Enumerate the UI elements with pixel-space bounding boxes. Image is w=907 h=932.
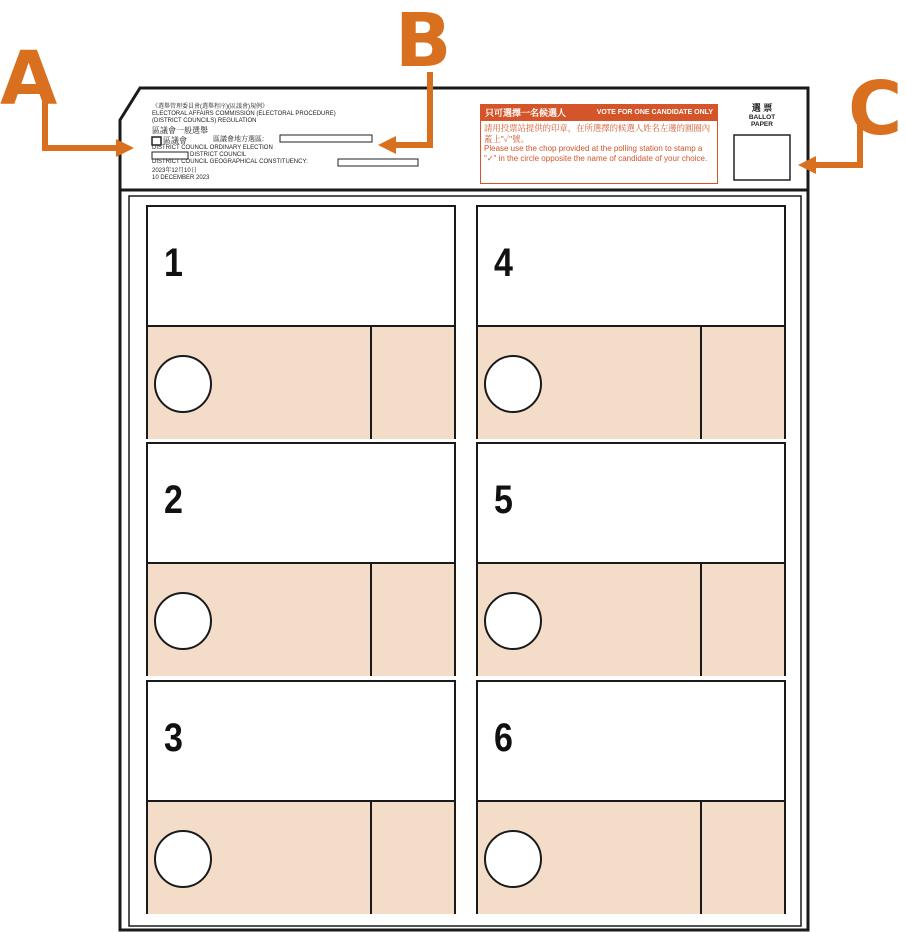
header-line-8: DISTRICT COUNCIL GEOGRAPHICAL CONSTITUENCY: bbox=[152, 159, 308, 165]
date-en: 10 DECEMBER 2023 bbox=[152, 175, 210, 181]
header-line-2: ELECTORAL AFFAIRS COMMISSION (ELECTORAL PROCEDURE) bbox=[152, 111, 336, 117]
cell-divider bbox=[370, 564, 372, 676]
candidate-number: 6 bbox=[494, 716, 513, 760]
cell-divider bbox=[370, 327, 372, 439]
candidate-mark-area bbox=[478, 562, 784, 676]
vote-circle[interactable] bbox=[154, 355, 212, 413]
candidate-cell bbox=[146, 680, 456, 914]
annotation-label-c: C bbox=[848, 66, 903, 152]
candidate-mark-area bbox=[148, 562, 454, 676]
cell-divider bbox=[700, 564, 702, 676]
vote-circle[interactable] bbox=[154, 592, 212, 650]
candidate-cell bbox=[476, 680, 786, 914]
date-zh: 2023年12月10日 bbox=[152, 168, 197, 174]
annotation-label-b: B bbox=[395, 0, 452, 84]
annotation-arrow-b bbox=[378, 72, 430, 154]
ballot-stamp-box bbox=[735, 136, 789, 179]
instruction-body bbox=[481, 121, 717, 165]
candidate-number: 2 bbox=[164, 478, 183, 522]
candidate-mark-area bbox=[148, 800, 454, 914]
header-line-5b: 區議會地方選區: bbox=[213, 136, 264, 143]
candidate-cell bbox=[476, 205, 786, 439]
ballot-label-en1: BALLOT bbox=[748, 114, 776, 121]
candidate-mark-area bbox=[478, 800, 784, 914]
vote-instruction-box bbox=[480, 104, 718, 184]
vote-circle[interactable] bbox=[484, 830, 542, 888]
candidate-cell bbox=[476, 442, 786, 676]
ballot-label-en2: PAPER bbox=[751, 121, 773, 128]
annotation-label-a: A bbox=[0, 36, 58, 122]
vote-circle[interactable] bbox=[154, 830, 212, 888]
candidate-cell bbox=[146, 442, 456, 676]
ballot-label-zh: 選 票 bbox=[751, 103, 773, 113]
candidate-number: 3 bbox=[164, 716, 183, 760]
candidate-mark-area bbox=[478, 325, 784, 439]
cell-divider bbox=[700, 802, 702, 914]
cell-divider bbox=[370, 802, 372, 914]
cell-divider bbox=[700, 327, 702, 439]
instruction-title-bar bbox=[481, 105, 717, 121]
instruction-body-en: Please use the chop provided at the polling station to stamp a "✓" in the circle opposite the name of candidate of your choice. bbox=[484, 144, 708, 163]
candidate-number: 5 bbox=[494, 478, 513, 522]
header-line-7: DISTRICT COUNCIL bbox=[190, 152, 247, 158]
vote-circle[interactable] bbox=[484, 592, 542, 650]
vote-circle[interactable] bbox=[484, 355, 542, 413]
candidate-number: 1 bbox=[164, 241, 183, 285]
instruction-title-zh: 只可選擇一名候選人 bbox=[485, 108, 567, 118]
instruction-body-zh: 請用投票站提供的印章，在所選擇的候選人姓名左邊的圓圈內蓋上"✓"號。 bbox=[484, 123, 711, 144]
header-line-1: 《選舉管理委員會(選舉程序)(區議會)規例》 bbox=[152, 104, 268, 110]
candidate-number: 4 bbox=[494, 241, 513, 285]
header-line-6: DISTRICT COUNCIL ORDINARY ELECTION bbox=[152, 145, 273, 151]
header-line-4: 區議會一般選舉 bbox=[152, 126, 208, 135]
ballot-paper-label bbox=[742, 103, 782, 128]
instruction-title-en: VOTE FOR ONE CANDIDATE ONLY bbox=[596, 109, 713, 116]
header-line-3: (DISTRICT COUNCILS) REGULATION bbox=[152, 118, 257, 124]
candidate-cell bbox=[146, 205, 456, 439]
candidate-mark-area bbox=[148, 325, 454, 439]
header-line-5a: 區議會 bbox=[163, 136, 187, 145]
